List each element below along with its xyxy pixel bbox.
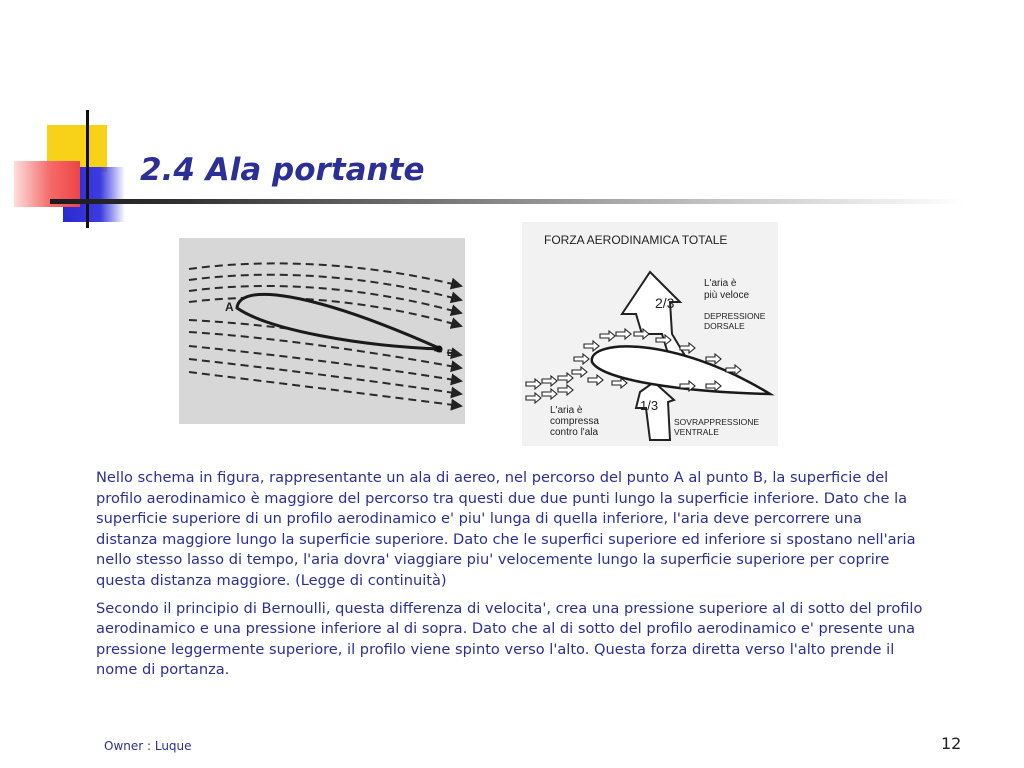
upper-fraction: 2/3: [655, 295, 675, 311]
upper-note: L'aria è più veloce: [704, 278, 750, 301]
slide-title: 2.4 Ala portante: [140, 152, 425, 188]
decor-vertical-line: [86, 110, 89, 228]
force-figure-title: FORZA AERODINAMICA TOTALE: [544, 233, 728, 247]
page-number: 12: [941, 734, 962, 753]
title-underline: [50, 199, 965, 204]
airfoil-streamlines-figure: [179, 238, 465, 424]
paragraph-continuity: Nello schema in figura, rappresentante un ala di aereo, nel percorso del punto A al punto B, la superficie del profilo aerodinamico è maggiore del percorso tra questi due due punti lungo la superficie inferiore. Dato che la superficie superiore di un profilo aerodinamico e' piu' lunga di quella inferiore, l'aria deve percorrere una distanza maggiore lungo la superficie superiore. Dato che le superfici superiore ed inferiore si spostano nell'aria nello stesso lasso di tempo, l'aria dovra' viaggiare piu' velocemente lungo la superficie superiore per coprire questa distanza maggiore. (Legge di continuità): [96, 469, 916, 589]
lower-note: L'aria è compressa contro l'ala: [550, 405, 599, 438]
point-b-label: B: [447, 348, 454, 358]
aerodynamic-force-figure: [522, 222, 778, 446]
lower-fraction: 1/3: [640, 398, 659, 413]
body-text: [96, 468, 926, 688]
lower-label: SOVRAPPRESSIONE VENTRALE: [674, 417, 760, 437]
footer-owner: Owner : Luque: [104, 739, 192, 753]
point-a-label: A: [225, 300, 234, 314]
paragraph-bernoulli: Secondo il principio di Bernoulli, questa differenza di velocita', crea una pressione superiore al di sotto del profilo aerodinamico e una pressione inferiore al di sopra. Dato che al di sotto del profilo aerodinamico e' presente una pressione leggermente superiore, il profilo viene spinto verso l'alto. Questa forza diretta verso l'alto prende il nome di portanza.: [96, 599, 923, 679]
upper-label: DEPRESSIONE DORSALE: [704, 311, 766, 331]
